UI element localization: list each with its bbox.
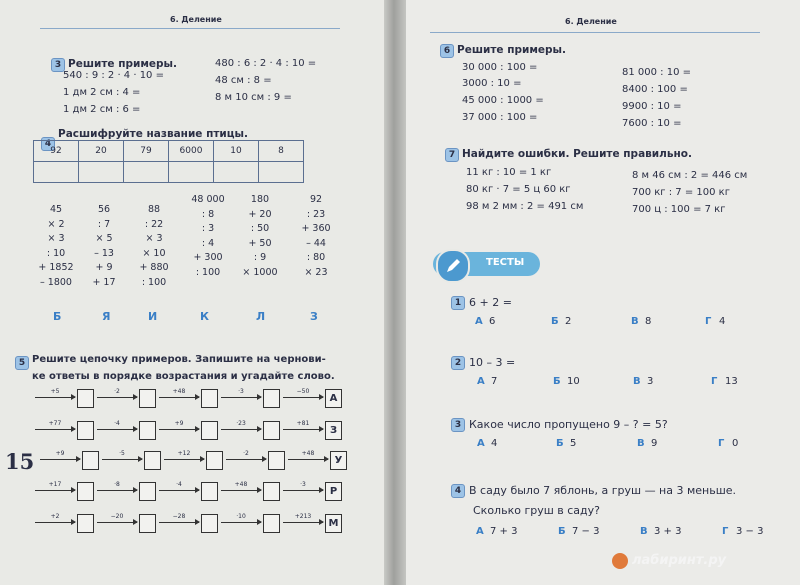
chain-answer-box[interactable] <box>77 421 94 440</box>
chain-letter: Р <box>325 482 342 501</box>
cipher-step: : 22 <box>144 218 164 230</box>
test-option-letter[interactable]: А <box>477 376 485 387</box>
chain-answer-box[interactable] <box>139 389 156 408</box>
task3-line-a3: 1 дм 2 см : 6 = <box>63 104 141 115</box>
test-option-letter[interactable]: Г <box>711 376 718 387</box>
cipher-column <box>34 203 78 290</box>
cipher-step: – 13 <box>94 247 114 259</box>
task6-b1: 81 000 : 10 = <box>622 67 691 78</box>
chain-answer-box[interactable] <box>139 514 156 533</box>
chain-answer-box[interactable] <box>263 389 280 408</box>
cipher-step: : 9 <box>253 252 267 263</box>
cipher-letter: К <box>200 310 209 323</box>
cipher-step: : 100 <box>141 276 167 288</box>
cipher-column <box>132 203 176 290</box>
chain-operation: +17 <box>48 481 62 488</box>
chain-arrow <box>221 429 261 430</box>
cipher-step: : 10 <box>46 247 66 259</box>
chain-arrow <box>164 459 204 460</box>
task7-title: Найдите ошибки. Решите правильно. <box>462 148 692 160</box>
test-option-value[interactable]: 7 + 3 <box>490 526 518 537</box>
cipher-answer-cell[interactable] <box>79 162 124 183</box>
test-option-letter[interactable]: В <box>640 526 648 537</box>
watermark: лабиринт.ру <box>632 553 727 568</box>
chain-arrow <box>221 490 261 491</box>
cipher-step: + 20 <box>248 208 272 220</box>
test-option-letter[interactable]: А <box>477 438 485 449</box>
task6-title: Решите примеры. <box>457 44 567 56</box>
chain-arrow <box>283 397 323 398</box>
chain-answer-box[interactable] <box>206 451 223 470</box>
cipher-step: + 1852 <box>38 262 74 273</box>
chain-operation: +12 <box>177 450 191 457</box>
chain-operation: ·10 <box>236 513 246 520</box>
chain-operation: ·3 <box>238 388 244 395</box>
labirint-logo-icon <box>612 553 628 569</box>
chain-answer-box[interactable] <box>77 514 94 533</box>
chain-operation: −50 <box>296 388 310 395</box>
cipher-step: + 300 <box>193 252 223 263</box>
test-option-letter[interactable]: Б <box>558 526 566 537</box>
task7-a2: 80 кг · 7 = 5 ц 60 кг <box>466 184 571 195</box>
chain-arrow <box>283 490 323 491</box>
left-header-rule <box>40 28 340 29</box>
chain-arrow <box>35 490 75 491</box>
cipher-step: : 4 <box>201 237 215 249</box>
chain-arrow <box>35 522 75 523</box>
test-option-value[interactable]: 3 <box>647 376 654 387</box>
cipher-step: 180 <box>250 194 270 205</box>
cipher-step: 45 <box>49 204 63 215</box>
test-question: Какое число пропущено 9 – ? = 5? <box>469 418 668 431</box>
cipher-answer-cell[interactable] <box>169 162 214 183</box>
chain-operation: ·4 <box>176 481 182 488</box>
test-option-value[interactable]: 0 <box>732 438 739 449</box>
chain-arrow <box>159 397 199 398</box>
chain-arrow <box>97 429 137 430</box>
chain-letter: З <box>325 421 342 440</box>
cipher-step: : 23 <box>306 208 326 220</box>
test-number: 1 <box>451 296 465 310</box>
cipher-letter: З <box>310 310 318 323</box>
cipher-column <box>82 203 126 290</box>
test-option-letter[interactable]: Г <box>705 316 712 327</box>
chain-operation: +9 <box>55 450 65 457</box>
test-option-letter[interactable]: А <box>476 526 484 537</box>
task7-number: 7 <box>445 148 459 162</box>
chain-row <box>35 481 345 501</box>
cipher-step: : 7 <box>97 218 111 230</box>
cipher-step: : 80 <box>306 252 326 263</box>
cipher-step: + 880 <box>139 262 169 273</box>
cipher-step: × 3 <box>145 233 163 244</box>
chain-operation: +5 <box>50 388 60 395</box>
cipher-step: – 44 <box>306 237 326 249</box>
chain-letter: У <box>330 451 347 470</box>
cipher-letter: И <box>148 310 158 323</box>
test-option-value[interactable]: 10 <box>567 376 580 387</box>
chain-arrow <box>283 522 323 523</box>
test-question-line2: Сколько груш в саду? <box>473 504 600 517</box>
test-option-letter[interactable]: А <box>475 316 483 327</box>
cipher-step: × 2 <box>47 218 65 230</box>
test-number: 2 <box>451 356 465 370</box>
cipher-column <box>294 193 338 280</box>
test-question: В саду было 7 яблонь, а груш — на 3 меньше. <box>469 484 737 497</box>
chain-operation: ·23 <box>236 420 246 427</box>
cipher-header-cell: 10 <box>214 141 259 162</box>
chain-operation: ·2 <box>243 450 249 457</box>
chain-letter: А <box>325 389 342 408</box>
test-option-letter[interactable]: Г <box>718 438 725 449</box>
chain-answer-box[interactable] <box>263 421 280 440</box>
test-number: 4 <box>451 484 465 498</box>
cipher-header-cell: 8 <box>259 141 304 162</box>
cipher-step: + 360 <box>301 223 331 234</box>
chain-row <box>35 513 345 533</box>
chain-arrow <box>97 397 137 398</box>
chain-operation: +48 <box>172 388 186 395</box>
cipher-column <box>186 193 230 280</box>
test-option-value[interactable]: 5 <box>570 438 577 449</box>
cipher-step: – 1800 <box>40 276 72 288</box>
chain-arrow <box>226 459 266 460</box>
task7-a1: 11 кг : 10 = 1 кг <box>466 167 552 178</box>
cipher-step: : 8 <box>201 208 215 220</box>
cipher-header-cell: 92 <box>34 141 79 162</box>
cipher-table <box>33 140 304 183</box>
chain-operation: ·8 <box>114 481 120 488</box>
task6-a4: 37 000 : 100 = <box>462 112 538 123</box>
page-number: 15 <box>5 449 35 474</box>
cipher-letter: Я <box>102 310 111 323</box>
cipher-step: + 9 <box>95 262 113 273</box>
task6-a1: 30 000 : 100 = <box>462 62 538 73</box>
cipher-step: 48 000 <box>191 194 225 205</box>
chain-operation: ·5 <box>119 450 125 457</box>
chain-answer-box[interactable] <box>82 451 99 470</box>
task3-number: 3 <box>51 58 65 72</box>
chain-operation: ·4 <box>114 420 120 427</box>
test-option-value[interactable]: 9 <box>651 438 658 449</box>
chain-arrow <box>35 429 75 430</box>
cipher-step: × 23 <box>304 266 328 278</box>
task3-line-b1: 480 : 6 : 2 · 4 : 10 = <box>215 58 317 69</box>
chain-answer-box[interactable] <box>263 482 280 501</box>
task3-line-b2: 48 см : 8 = <box>215 75 272 86</box>
pencil-icon <box>436 249 470 283</box>
test-option-value[interactable]: 6 <box>489 316 496 327</box>
test-option-letter[interactable]: Г <box>722 526 729 537</box>
cipher-step: × 5 <box>95 233 113 244</box>
chain-answer-box[interactable] <box>268 451 285 470</box>
book-gutter <box>384 0 406 585</box>
test-option-letter[interactable]: В <box>633 376 641 387</box>
cipher-step: 92 <box>309 194 323 205</box>
task7-b2: 700 кг : 7 = 100 кг <box>632 187 730 198</box>
chain-arrow <box>159 490 199 491</box>
task6-b4: 7600 : 10 = <box>622 118 682 129</box>
cipher-step: × 1000 <box>242 266 278 278</box>
chain-operation: ·3 <box>300 481 306 488</box>
chain-arrow <box>102 459 142 460</box>
cipher-step: 88 <box>147 204 161 215</box>
chain-arrow <box>221 522 261 523</box>
chain-operation: +9 <box>174 420 184 427</box>
test-option-letter[interactable]: Б <box>556 438 564 449</box>
task5-number: 5 <box>15 356 29 370</box>
chain-row <box>35 388 345 408</box>
task5-title-line1: Решите цепочку примеров. Запишите на чернови- <box>32 354 326 365</box>
chain-arrow <box>221 397 261 398</box>
chain-row <box>40 450 350 470</box>
chain-arrow <box>159 522 199 523</box>
test-option-value[interactable]: 7 − 3 <box>572 526 600 537</box>
cipher-answer-cell[interactable] <box>124 162 169 183</box>
test-option-value[interactable]: 4 <box>719 316 726 327</box>
chain-arrow <box>288 459 328 460</box>
cipher-step: + 50 <box>248 237 272 249</box>
test-question: 10 – 3 = <box>469 356 516 369</box>
test-number: 3 <box>451 418 465 432</box>
cipher-header-cell: 79 <box>124 141 169 162</box>
cipher-header-cell: 6000 <box>169 141 214 162</box>
left-running-header: 6. Деление <box>170 15 222 24</box>
cipher-column <box>238 193 282 280</box>
chain-operation: +48 <box>234 481 248 488</box>
task6-number: 6 <box>440 44 454 58</box>
cipher-header-cell: 20 <box>79 141 124 162</box>
test-option-value[interactable]: 7 <box>491 376 498 387</box>
test-option-value[interactable]: 8 <box>645 316 652 327</box>
task3-title: Решите примеры. <box>68 58 178 70</box>
chain-arrow <box>159 429 199 430</box>
cipher-letter: Л <box>256 310 266 323</box>
chain-operation: ·2 <box>114 388 120 395</box>
chain-answer-box[interactable] <box>201 514 218 533</box>
test-option-value[interactable]: 2 <box>565 316 572 327</box>
task5-title-line2: ке ответы в порядке возрастания и угадайте слово. <box>32 371 335 382</box>
test-option-letter[interactable]: Б <box>553 376 561 387</box>
test-question: 6 + 2 = <box>469 296 512 309</box>
task6-b3: 9900 : 10 = <box>622 101 682 112</box>
cipher-step: × 3 <box>47 233 65 244</box>
chain-operation: +2 <box>50 513 60 520</box>
test-option-value[interactable]: 13 <box>725 376 738 387</box>
task7-a3: 98 м 2 мм : 2 = 491 см <box>466 201 584 212</box>
chain-operation: +77 <box>48 420 62 427</box>
chain-answer-box[interactable] <box>201 389 218 408</box>
right-header-rule <box>430 32 760 33</box>
chain-operation: +48 <box>301 450 315 457</box>
task3-line-a2: 1 дм 2 см : 4 = <box>63 87 141 98</box>
chain-arrow <box>97 490 137 491</box>
cipher-answer-cell[interactable] <box>214 162 259 183</box>
chain-answer-box[interactable] <box>139 482 156 501</box>
tests-label: ТЕСТЫ <box>486 257 525 268</box>
chain-row <box>35 420 345 440</box>
chain-answer-box[interactable] <box>201 482 218 501</box>
task6-a3: 45 000 : 1000 = <box>462 95 544 106</box>
test-option-value[interactable]: 3 + 3 <box>654 526 682 537</box>
chain-answer-box[interactable] <box>77 389 94 408</box>
chain-operation: +213 <box>294 513 312 520</box>
cipher-step: : 50 <box>250 223 270 234</box>
task4-title: Расшифруйте название птицы. <box>58 128 249 140</box>
chain-operation: −20 <box>110 513 124 520</box>
right-running-header: 6. Деление <box>565 17 617 26</box>
chain-operation: −28 <box>172 513 186 520</box>
cipher-step: 56 <box>97 204 111 215</box>
cipher-answer-cell[interactable] <box>259 162 304 183</box>
task7-b1: 8 м 46 см : 2 = 446 см <box>632 170 748 181</box>
chain-answer-box[interactable] <box>77 482 94 501</box>
task6-a2: 3000 : 10 = <box>462 78 522 89</box>
test-option-letter[interactable]: В <box>637 438 645 449</box>
chain-answer-box[interactable] <box>144 451 161 470</box>
task6-b2: 8400 : 100 = <box>622 84 688 95</box>
cipher-step: × 10 <box>142 247 166 259</box>
chain-answer-box[interactable] <box>139 421 156 440</box>
test-option-letter[interactable]: В <box>631 316 639 327</box>
task3-line-b3: 8 м 10 см : 9 = <box>215 92 292 103</box>
task4-number: 4 <box>41 137 55 151</box>
chain-letter: М <box>325 514 342 533</box>
cipher-step: + 17 <box>92 276 116 288</box>
chain-operation: +81 <box>296 420 310 427</box>
chain-answer-box[interactable] <box>263 514 280 533</box>
cipher-step: : 100 <box>195 266 221 278</box>
chain-answer-box[interactable] <box>201 421 218 440</box>
chain-arrow <box>283 429 323 430</box>
chain-arrow <box>40 459 80 460</box>
test-option-value[interactable]: 4 <box>491 438 498 449</box>
task7-b3: 700 ц : 100 = 7 кг <box>632 204 726 215</box>
test-option-letter[interactable]: Б <box>551 316 559 327</box>
test-option-value[interactable]: 3 − 3 <box>736 526 764 537</box>
cipher-answer-cell[interactable] <box>34 162 79 183</box>
cipher-letter: Б <box>53 310 62 323</box>
chain-arrow <box>35 397 75 398</box>
chain-arrow <box>97 522 137 523</box>
task3-line-a1: 540 : 9 : 2 · 4 · 10 = <box>63 70 164 81</box>
cipher-step: : 3 <box>201 223 215 234</box>
